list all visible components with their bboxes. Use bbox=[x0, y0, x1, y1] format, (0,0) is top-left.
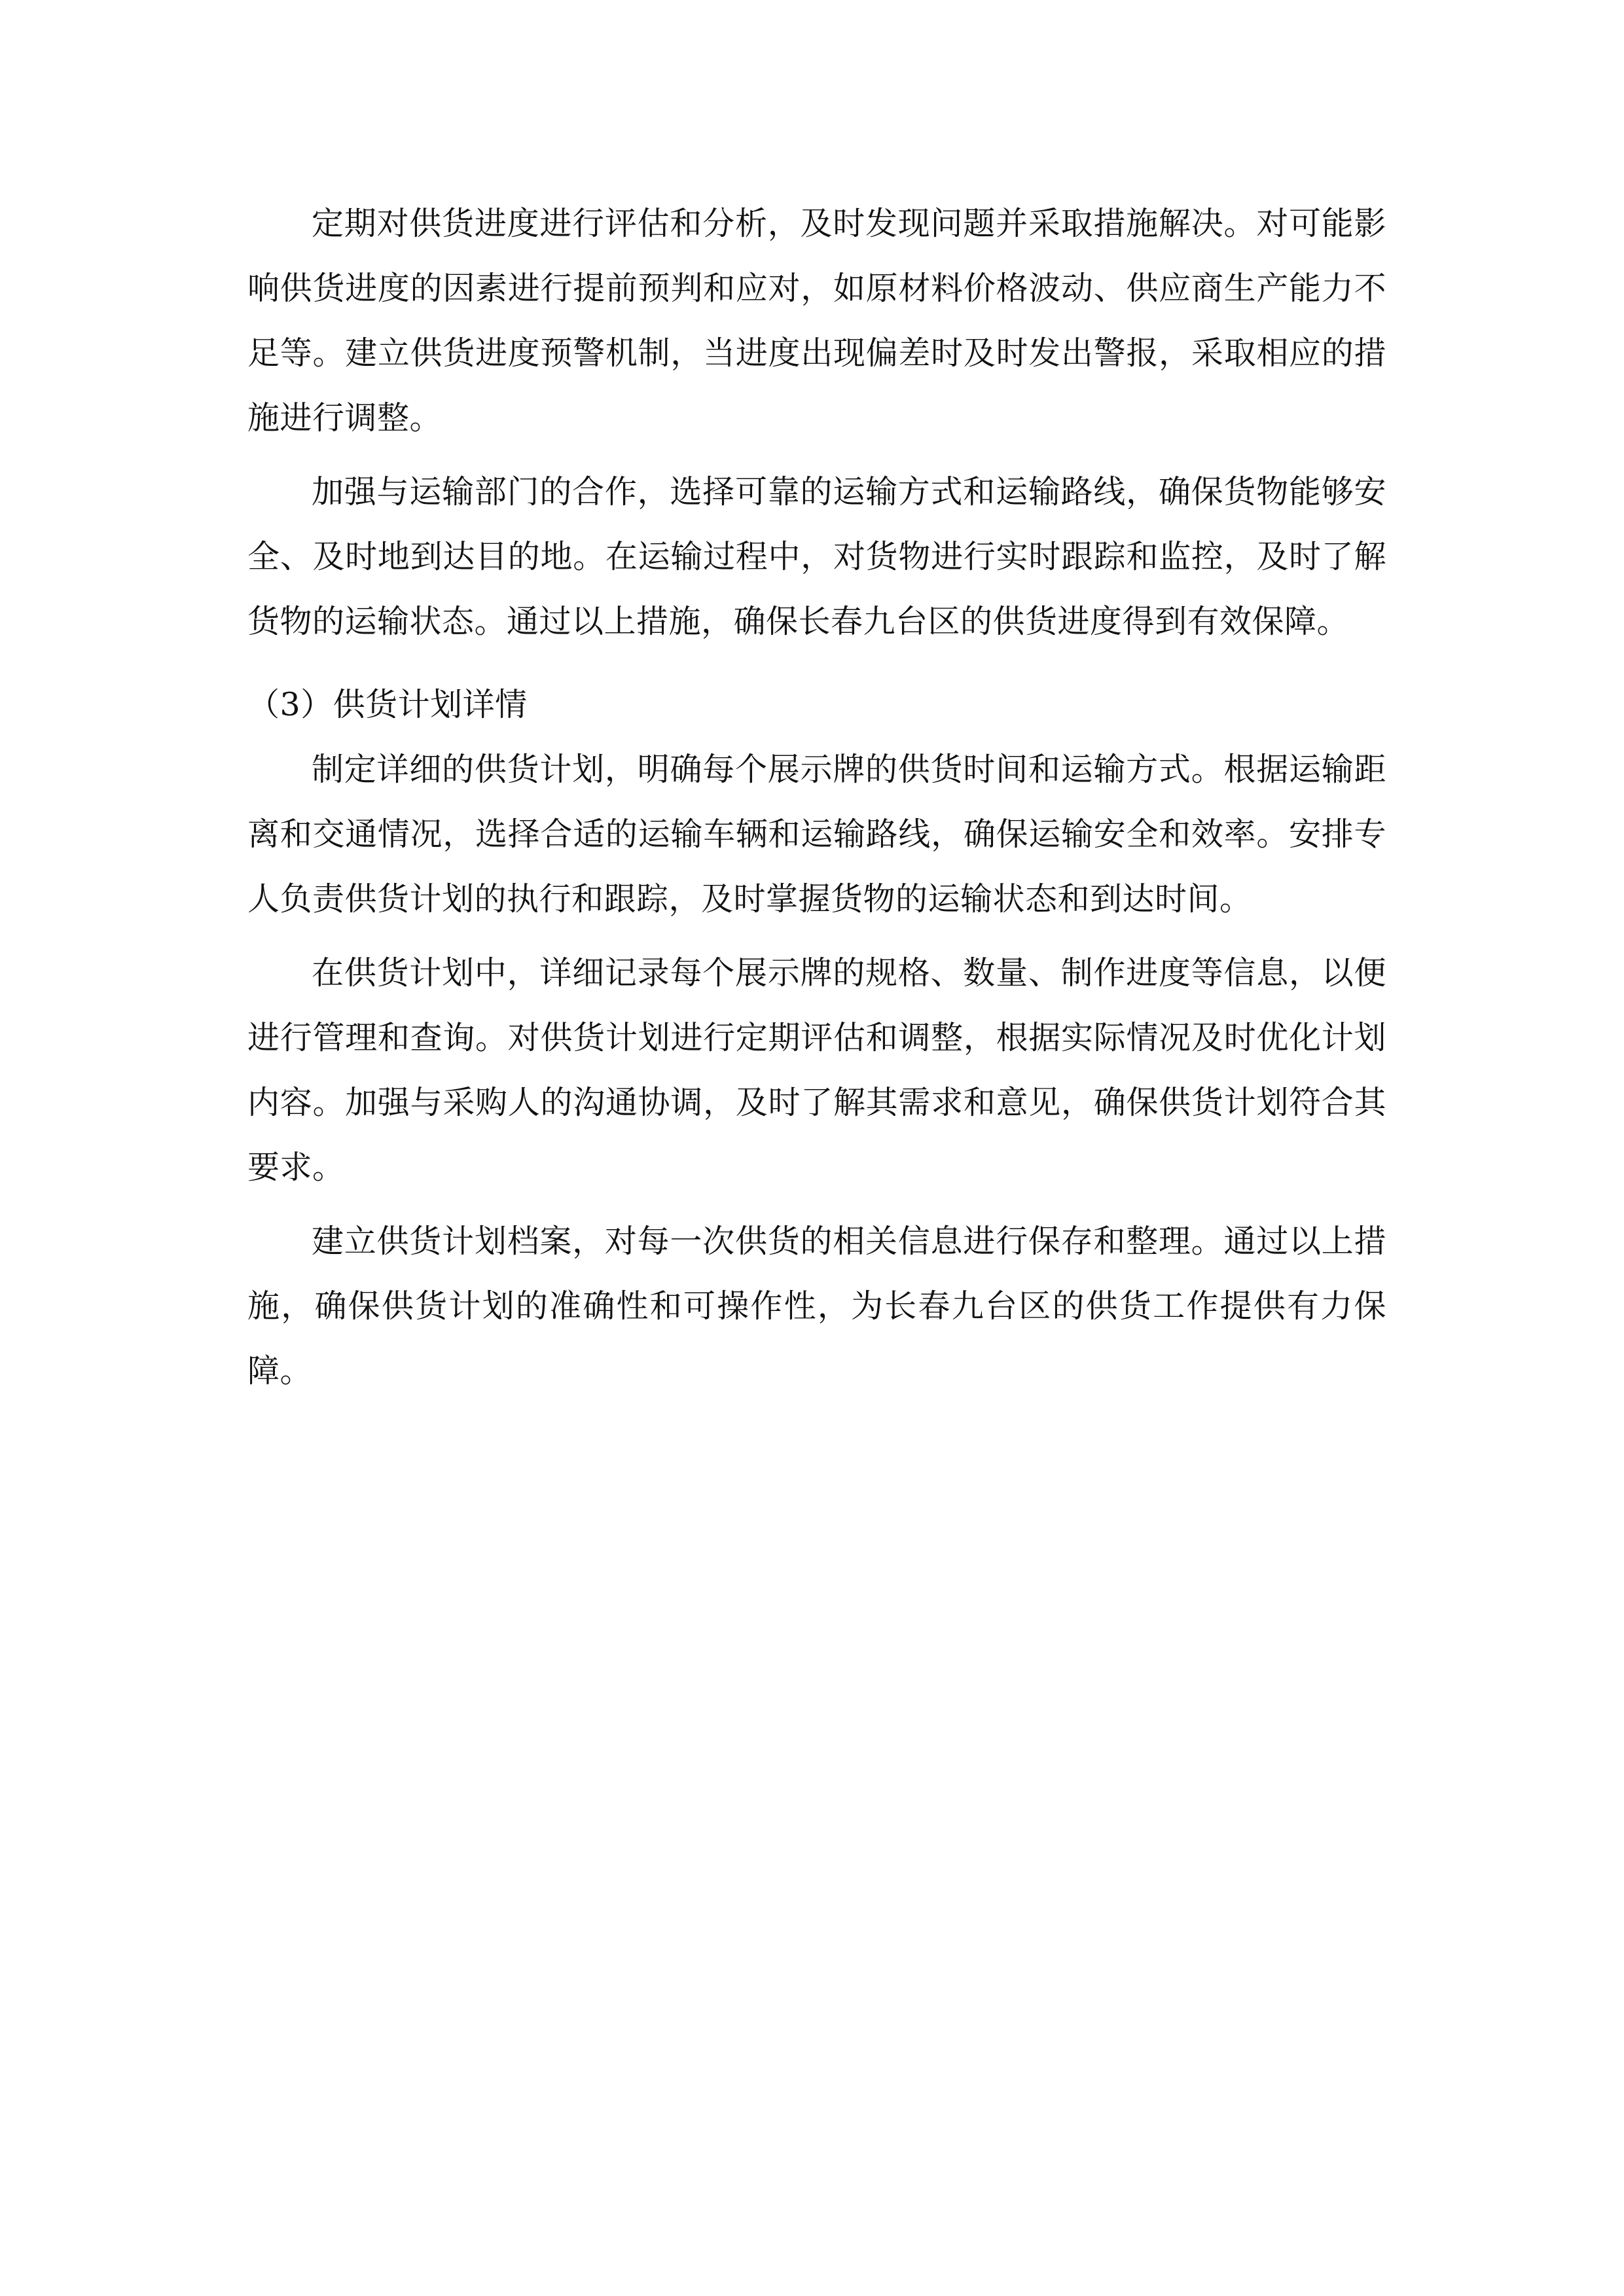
paragraph-plan-archive: 建立供货计划档案，对每一次供货的相关信息进行保存和整理。通过以上措施，确保供货计划的准确性和可操作性，为长春九台区的供货工作提供有力保障。 bbox=[247, 1223, 1386, 1390]
paragraph-transport-cooperation: 加强与运输部门的合作，选择可靠的运输方式和运输路线，确保货物能够安全、及时地到达目的地。在运输过程中，对货物进行实时跟踪和监控，及时了解货物的运输状态。通过以上措施，确保长春九台区的供货进度得到有效保障。 bbox=[247, 473, 1386, 640]
paragraph-plan-formulation: 制定详细的供货计划，明确每个展示牌的供货时间和运输方式。根据运输距离和交通情况，选择合适的运输车辆和运输路线，确保运输安全和效率。安排专人负责供货计划的执行和跟踪，及时掌握货物的运输状态和到达时间。 bbox=[247, 751, 1386, 918]
section-heading-supply-plan: （3）供货计划详情 bbox=[247, 686, 528, 723]
document-body bbox=[247, 191, 1386, 1403]
paragraph-plan-records: 在供货计划中，详细记录每个展示牌的规格、数量、制作进度等信息，以便进行管理和查询。对供货计划进行定期评估和调整，根据实际情况及时优化计划内容。加强与采购人的沟通协调，及时了解其需求和意见，确保供货计划符合其要求。 bbox=[247, 954, 1386, 1186]
paragraph-progress-evaluation: 定期对供货进度进行评估和分析，及时发现问题并采取措施解决。对可能影响供货进度的因素进行提前预判和应对，如原材料价格波动、供应商生产能力不足等。建立供货进度预警机制，当进度出现偏差时及时发出警报，采取相应的措施进行调整。 bbox=[247, 205, 1386, 437]
